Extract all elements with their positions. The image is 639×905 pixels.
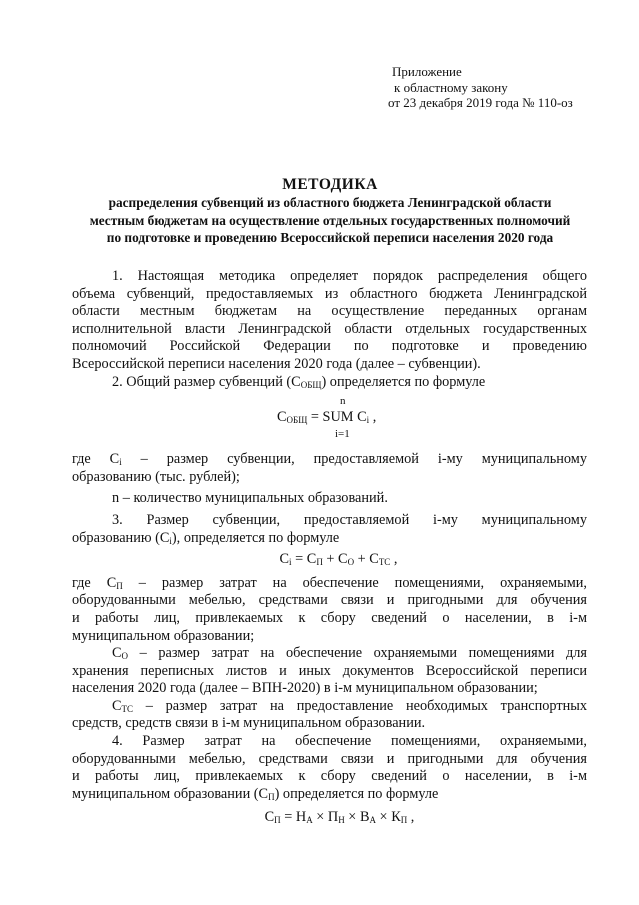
- p4-line-1: 4. Размер затрат на обеспечение помещениями, охраняемыми,: [112, 733, 587, 750]
- sum-lower-limit: i=1: [335, 428, 350, 441]
- where-cp-line-3: и работы лиц, привлекаемых к сбору сведений о населении, в i-м: [72, 609, 587, 626]
- title-line-2: местным бюджетам на осуществление отдельных государственных полномочий: [89, 212, 571, 228]
- p1-line-4: исполнительной власти Ленинградской области отдельных государственных: [72, 320, 587, 337]
- co-definition: [72, 645, 587, 698]
- appendix-line-1: Приложение: [392, 64, 462, 79]
- p1-line-2: объема субвенций, предоставляемых из областного бюджета Ленинградской: [72, 285, 587, 302]
- p3-line-1: 3. Размер субвенции, предоставляемой i-му муниципальному: [112, 511, 587, 528]
- co-line-1: $С_О$ – размер затрат на обеспечение охраняемыми помещениями для: [112, 645, 587, 662]
- p1-line-6: Всероссийской переписи населения 2020 года (далее – субвенции).: [72, 355, 481, 372]
- document-body: [72, 268, 587, 827]
- p1-line-3: области местным бюджетам на осуществление переданных органам: [72, 303, 587, 320]
- cts-line-1: $С_{ТС}$ – размер затрат на предоставление необходимых транспортных: [112, 697, 587, 714]
- where-cp-line-1: где $С_П$ – размер затрат на обеспечение помещениями, охраняемыми,: [72, 574, 588, 591]
- co-line-3: населения 2020 года (далее – ВПН-2020) в i-м муниципальном образовании;: [72, 680, 538, 697]
- title-line-3: по подготовке и проведению Всероссийской переписи населения 2020 года: [106, 230, 554, 245]
- co-line-2: хранения переписных листов и иных документов Всероссийской переписи: [72, 662, 587, 679]
- document-title: [40, 176, 620, 247]
- where-cp-line-4: муниципальном образовании;: [72, 627, 255, 644]
- appendix-line-2: к областному закону: [394, 79, 508, 95]
- where-ci: [72, 451, 587, 486]
- paragraph-4: [72, 733, 587, 803]
- title-line-1: распределения субвенций из областного бюджета Ленинградской области: [108, 195, 552, 210]
- p3-line-2: образованию $(С_i)$, определяется по формуле: [72, 529, 340, 546]
- paragraph-2: 2. Общий размер субвенций $(С_{ОБЩ})$ определяется по формуле: [112, 373, 486, 390]
- sum-upper-limit: n: [340, 395, 346, 408]
- cts-definition: [72, 698, 587, 733]
- title-main: МЕТОДИКА: [282, 176, 378, 193]
- n-definition: n – количество муниципальных образований.: [112, 490, 388, 507]
- p4-line-2: оборудованными мебелью, средствами связи и пригодными для обучения: [72, 750, 587, 767]
- formula-ci: $С_i = С_П + С_О + С_{ТС}$ ,: [279, 551, 398, 568]
- p1-line-1: 1. Настоящая методика определяет порядок распределения общего: [112, 268, 587, 284]
- formula-total: [72, 395, 587, 447]
- p4-line-4: муниципальном образовании $(С_П)$ определяется по формуле: [72, 785, 439, 802]
- formula-cp: $С_П = Н_А \times П_Н \times В_А \times К_П$ ,: [264, 809, 415, 826]
- where-ci-line-1: где $С_i$ – размер субвенции, предоставляемой i-му муниципальному: [72, 451, 587, 468]
- cts-line-2: средств, средств связи в i-м муниципальном образовании.: [72, 715, 426, 732]
- paragraph-1: [72, 268, 587, 374]
- where-cp-line-2: оборудованными мебелью, средствами связи и пригодными для обучения: [72, 592, 587, 609]
- p1-line-5: полномочий Российской Федерации по подготовке и проведению: [72, 338, 587, 355]
- paragraph-3: [72, 512, 587, 547]
- p4-line-3: и работы лиц, привлекаемых к сбору сведений о населении, в i-м: [72, 768, 587, 785]
- sum-expression: $С_{ОБЩ}$ = SUM $С_i$ ,: [277, 409, 377, 426]
- where-ci-line-2: образованию (тыс. рублей);: [72, 468, 240, 485]
- appendix-line-3: от 23 декабря 2019 года № 110-оз: [388, 95, 573, 110]
- where-cp: [72, 575, 587, 645]
- appendix-header: [388, 64, 608, 111]
